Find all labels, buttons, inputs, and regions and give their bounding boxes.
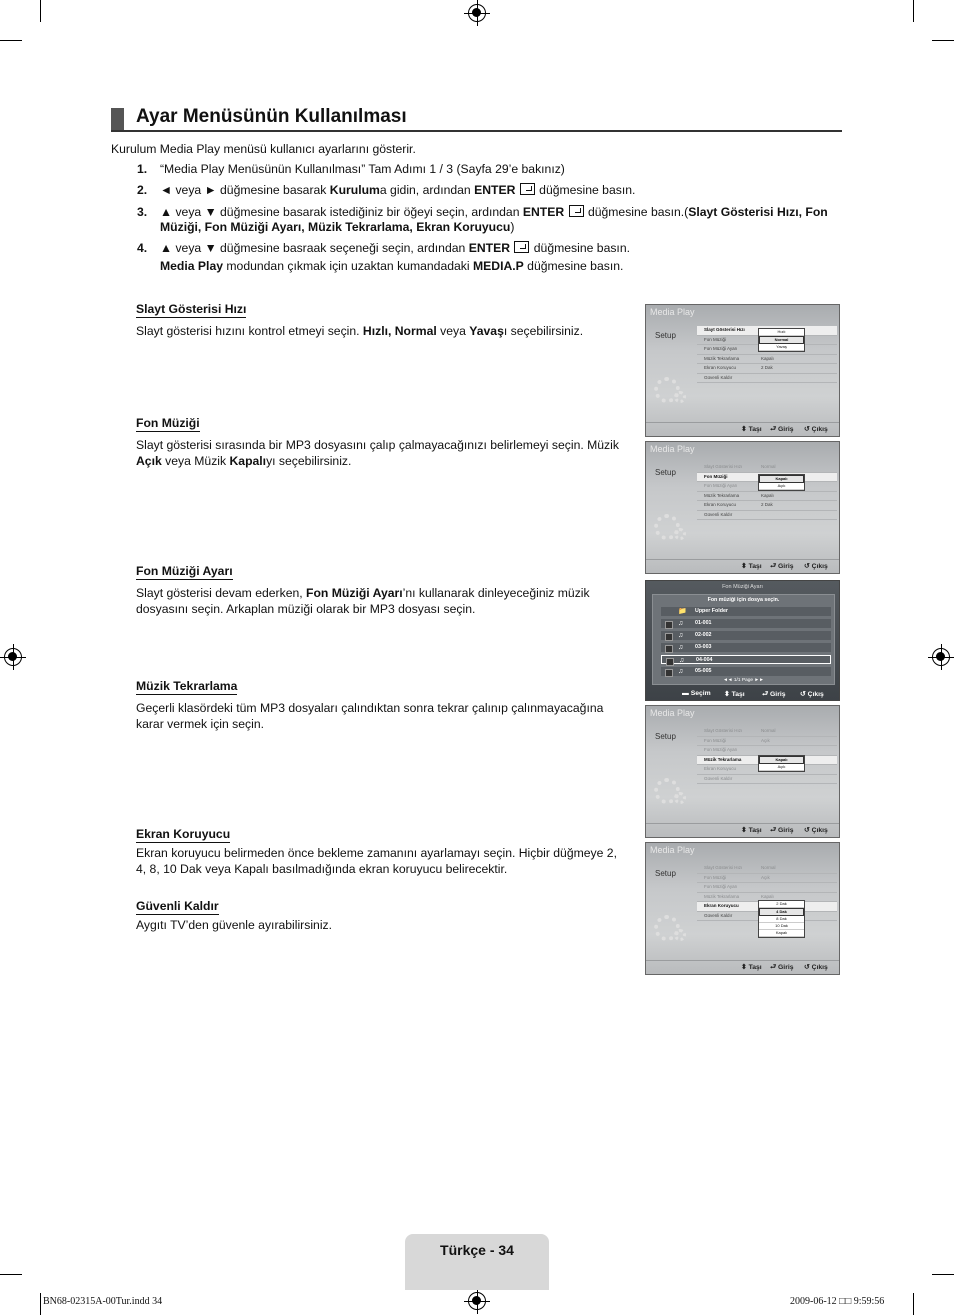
step-2: ◄ veya ► düğmesine basarak Kuruluma gidin, ardından ENTER düğmesine basın. [160,183,636,197]
menu-item[interactable]: Slayt Gösterisi Hızı Normal [697,727,837,737]
option-popup[interactable]: Kapalı Açık [758,755,805,772]
setup-label: Setup [655,869,676,878]
section-heading: Güvenli Kaldır [136,899,219,913]
folder-icon: 📁 [678,608,687,615]
menu-item[interactable]: Fon Müziği Açık [697,737,837,747]
page-number-tab [405,1234,549,1290]
menu-item[interactable]: Fon Müziği Ayarı [697,883,837,893]
footer-file-info: BN68-02315A-00Tur.indd 34 [43,1296,163,1307]
move-icon: ⬍ Taşı [741,563,762,570]
exit-icon: ↺ Çıkış [804,964,828,971]
setup-label: Setup [655,331,676,340]
exit-icon: ↺ Çıkış [800,691,824,698]
tv-screen-screensaver [645,842,840,975]
checkbox[interactable] [665,645,673,653]
menu-item[interactable]: Slayt Gösterisi Hızı Normal [697,463,837,473]
page-number: Türkçe - 34 [440,1242,514,1258]
step-number: 4. [137,241,148,255]
menu-item[interactable]: Güvenli Kaldır [697,374,837,384]
section-heading: Fon Müziği [136,416,200,430]
menu-item[interactable]: Ekran Koruyucu [697,902,837,912]
enter-icon [514,241,529,253]
menu-item[interactable]: Güvenli Kaldır [697,511,837,521]
option-popup[interactable]: Hızlı Normal Yavaş [758,328,805,352]
footer-bar [646,823,839,837]
tv-screen-slideshow-speed [645,304,840,437]
menu-item[interactable]: Güvenli Kaldır [697,912,837,922]
setup-label: Setup [655,732,676,741]
menu-item[interactable]: Fon Müziği Açık [697,874,837,884]
checkbox[interactable] [665,633,673,641]
footer-timestamp: 2009-06-12 □□ 9:59:56 [790,1296,885,1307]
checkbox[interactable] [665,621,673,629]
crop-mark [913,1293,914,1315]
dialog-title: Fon Müziği Ayarı [722,584,763,590]
crop-mark [0,40,22,41]
menu-item[interactable]: Fon Müziği [697,473,837,483]
menu-item[interactable]: Ekran Koruyucu 2 Dak [697,364,837,374]
move-icon: ⬍ Taşı [741,426,762,433]
gear-icon [674,929,686,941]
menu-item[interactable]: Müzik Tekrarlama Kapalı [697,492,837,502]
checkbox[interactable] [666,658,674,666]
menu-item[interactable]: Slayt Gösterisi Hızı Normal [697,864,837,874]
setup-menu [697,463,837,520]
crop-mark [0,1274,22,1275]
menu-item[interactable]: Müzik Tekrarlama Kapalı [697,355,837,365]
tv-screen-background-music [645,441,840,574]
menu-item[interactable]: Fon Müziği Ayarı [697,746,837,756]
tv-screen-music-file-select [645,580,840,701]
list-item[interactable]: ♫ 01-001 [661,619,831,628]
enter-icon: ⮐ Giriş [770,964,794,971]
enter-icon: ⮐ Giriş [762,691,786,698]
menu-item[interactable]: Müzik Tekrarlama [697,756,837,766]
select-icon: ▬ Seçim [682,690,711,697]
move-icon: ⬍ Taşı [741,827,762,834]
music-note-icon: ♫ [678,644,684,651]
app-title: Media Play [650,845,695,855]
crop-mark [932,1274,954,1275]
music-note-icon: ♫ [678,620,684,627]
list-item[interactable]: ♫ 04-004 [661,655,831,664]
footer-bar [646,960,839,974]
registration-mark-icon [468,4,486,22]
registration-mark-icon [932,648,950,666]
exit-icon: ↺ Çıkış [804,426,828,433]
crop-mark [40,0,41,22]
gear-icon [674,792,686,804]
app-title: Media Play [650,708,695,718]
file-list [652,594,835,685]
list-item[interactable]: ♫ 03-003 [661,643,831,652]
menu-item[interactable]: Güvenli Kaldır [697,775,837,785]
step-number: 3. [137,205,148,219]
section-text: Aygıtı TV’den güvenle ayırabilirsiniz. [136,918,333,932]
section-text: Geçerli klasördeki tüm MP3 dosyaları çalındıktan sonra tekrar çalınıp çalınmayacağına karar vermek için seçin. [136,701,604,731]
step-1: “Media Play Menüsünün Kullanılması” Tam Adımı 1 / 3 (Sayfa 29’e bakınız) [160,162,565,176]
section-text: Slayt gösterisi devam ederken, Fon Müziği Ayarı’nı kullanarak dinleyeceğiniz müzik dosyasını seçin. Arkaplan müziği olarak bir MP3 dosyası seçin. [136,586,590,616]
enter-icon [520,183,535,195]
enter-icon: ⮐ Giriş [770,426,794,433]
music-note-icon: ♫ [678,632,684,639]
step-number: 1. [137,162,148,176]
step-4: ▲ veya ▼ düğmesine basraak seçeneği seçin, ardından ENTER düğmesine basın. [160,241,630,255]
step-4-note: Media Play modundan çıkmak için uzaktan kumandadaki MEDIA.P düğmesine basın. [160,259,624,273]
registration-mark-icon [4,648,22,666]
setup-label: Setup [655,468,676,477]
title-bar-icon [111,108,124,130]
step-number: 2. [137,183,148,197]
gear-icon [674,391,686,403]
intro-text: Kurulum Media Play menüsü kullanıcı ayarlarını gösterir. [111,142,416,156]
list-item[interactable]: ♫ 02-002 [661,631,831,640]
move-icon: ⬍ Taşı [741,964,762,971]
folder-item[interactable]: 📁 Upper Folder [661,607,831,616]
move-icon: ⬍ Taşı [724,691,745,698]
crop-mark [40,1293,41,1315]
section-heading: Slayt Gösterisi Hızı [136,302,247,316]
step-3: ▲ veya ▼ düğmesine basarak istediğiniz bir öğeyi seçin, ardından ENTER düğmesine basın.(Slayt Gösterisi Hızı, Fon Müziği, Fon Müziği Ayarı, Müzik Tekrarlama, Ekran Koruyucu) [160,205,828,234]
crop-mark [913,0,914,22]
footer-bar [646,559,839,573]
app-title: Media Play [650,307,695,317]
menu-item[interactable]: Slayt Gösterisi Hızı [697,326,837,336]
section-heading: Ekran Koruyucu [136,827,231,841]
checkbox[interactable] [665,669,673,677]
section-text: Slayt gösterisi sırasında bir MP3 dosyasını çalıp çalmayacağınızı belirlemeyi seçin. Müzik Açık veya Müzik Kapalıyı seçebilirsiniz. [136,438,619,468]
footer-bar [646,687,839,700]
menu-item[interactable]: Fon Müziği Ayarı [697,482,837,492]
section-heading: Fon Müziği Ayarı [136,564,233,578]
option-popup[interactable]: Kapalı Açık [758,474,805,491]
option-popup[interactable]: 2 Dak 4 Dak 8 Dak 10 Dak Kapalı [758,900,805,938]
menu-item[interactable]: Fon Müziği [697,336,837,346]
footer-bar [646,422,839,436]
list-item[interactable]: ♫ 05-005 [661,667,831,676]
menu-item[interactable]: Fon Müziği Ayarı [697,345,837,355]
enter-icon: ⮐ Giriş [770,827,794,834]
menu-item[interactable]: Müzik Tekrarlama Kapalı [697,893,837,903]
crop-mark [932,40,954,41]
registration-mark-icon [468,1292,486,1310]
section-text: Slayt gösterisi hızını kontrol etmeyi seçin. Hızlı, Normal veya Yavaşı seçebilirsiniz. [136,324,584,338]
gear-icon [674,528,686,540]
dialog-subtitle: Fon müziği için dosya seçin. [707,597,780,603]
app-title: Media Play [650,444,695,454]
title-rule [111,130,842,132]
exit-icon: ↺ Çıkış [804,827,828,834]
menu-item[interactable]: Ekran Koruyucu 2 Dak [697,501,837,511]
exit-icon: ↺ Çıkış [804,563,828,570]
page-title: Ayar Menüsünün Kullanılması [136,106,407,127]
music-note-icon: ♫ [679,657,685,664]
page-indicator: ◄◄ 1/1 Page ►► [723,678,764,683]
menu-item[interactable]: Ekran Koruyucu [697,765,837,775]
enter-icon: ⮐ Giriş [770,563,794,570]
enter-icon [569,205,584,217]
section-text: Ekran koruyucu belirmeden önce bekleme zamanını ayarlamayı seçin. Hiçbir düğmeye 2, 4, 8, 10 Dak veya Kapalı basılmadığında ekran koruyucu belirecektir. [136,846,617,876]
tv-screen-music-repeat [645,705,840,838]
music-note-icon: ♫ [678,668,684,675]
section-heading: Müzik Tekrarlama [136,679,238,693]
